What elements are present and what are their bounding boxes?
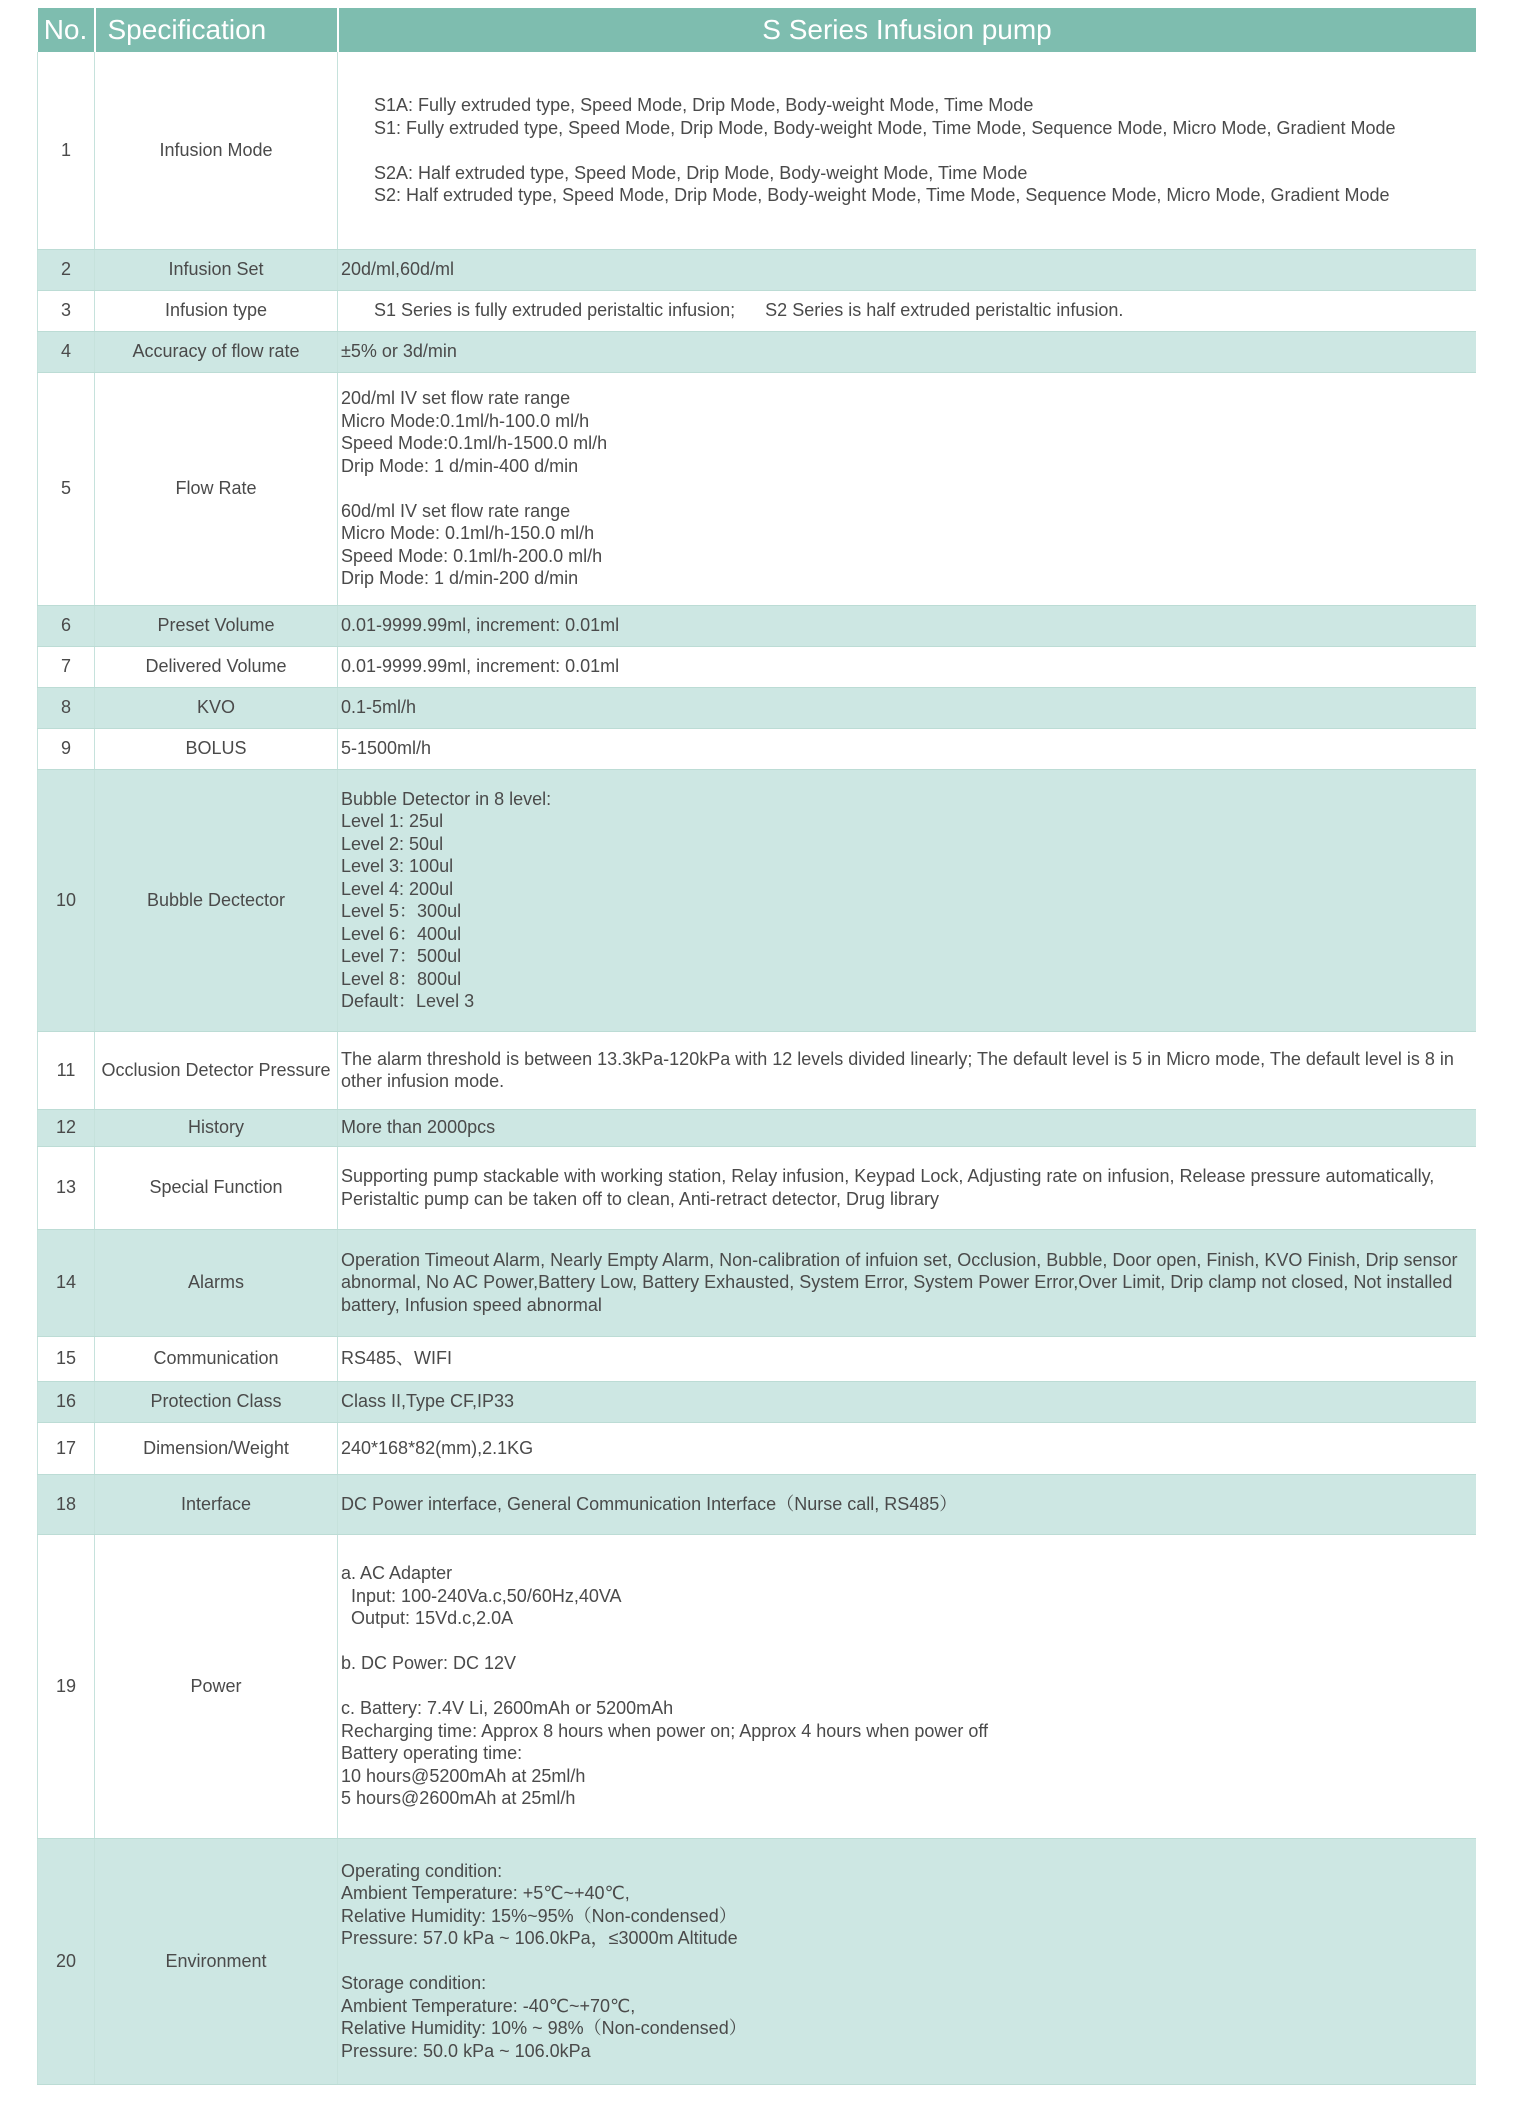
value-line: Drip Mode: 1 d/min-400 d/min <box>341 455 579 476</box>
value-line: Drip Mode: 1 d/min-200 d/min <box>341 568 579 589</box>
table-row <box>38 1146 1476 1229</box>
header-no: No. <box>38 8 95 52</box>
spec-value-text <box>341 1048 1468 1093</box>
value-line: Level 5：300ul <box>341 901 462 921</box>
spec-value-text <box>341 1493 1468 1516</box>
spec-value <box>338 728 1476 769</box>
row-number: 15 <box>38 1336 95 1381</box>
paragraph-gap <box>341 1950 1468 1973</box>
spec-name: Bubble Dectector <box>95 769 338 1031</box>
spec-name: Delivered Volume <box>95 646 338 687</box>
row-number: 6 <box>38 605 95 646</box>
row-number: 10 <box>38 769 95 1031</box>
row-number: 13 <box>38 1146 95 1229</box>
value-line: Ambient Temperature: -40℃~+70℃, <box>341 1995 636 2016</box>
table-row <box>38 290 1476 331</box>
value-line: 5-1500ml/h <box>341 738 432 759</box>
value-line: 20d/ml IV set flow rate range <box>341 388 571 409</box>
value-line: Operation Timeout Alarm, Nearly Empty Alarm, Non-calibration of infuion set, Occlusion, Bubble, Door open, Finish, KVO Finish, Drip sensor abnormal, No AC Power,Battery Low, Battery Exhausted, System Error, System Power Error,Over Limit, Drip clamp not closed, Not installed battery, Infusion speed abnormal <box>341 1249 1463 1315</box>
row-number: 18 <box>38 1474 95 1534</box>
spec-name: Protection Class <box>95 1381 338 1422</box>
value-line: Pressure: 50.0 kPa ~ 106.0kPa <box>341 2040 591 2061</box>
value-line: Level 2: 50ul <box>341 833 444 854</box>
table-row <box>38 372 1476 605</box>
value-line: Level 6：400ul <box>341 923 462 944</box>
spec-value <box>338 1146 1476 1229</box>
spec-value <box>338 1534 1476 1838</box>
spec-value-text <box>341 258 1468 281</box>
table-row <box>38 1336 1476 1381</box>
spec-name: Occlusion Detector Pressure <box>95 1031 338 1109</box>
spec-value <box>338 687 1476 728</box>
table-header-row <box>38 8 1476 52</box>
value-line: S1: Fully extruded type, Speed Mode, Drip Mode, Body-weight Mode, Time Mode, Sequence Mode, Micro Mode, Gradient Mode <box>374 117 1396 138</box>
spec-value <box>338 1838 1476 2084</box>
row-number: 11 <box>38 1031 95 1109</box>
spec-name: Infusion Mode <box>95 52 338 249</box>
spec-value <box>338 331 1476 372</box>
value-line: a. AC Adapter <box>341 1563 453 1584</box>
row-number: 16 <box>38 1381 95 1422</box>
table-row <box>38 1109 1476 1146</box>
value-line: Relative Humidity: 10% ~ 98%（Non-condensed） <box>341 2018 747 2039</box>
spec-value <box>338 1109 1476 1146</box>
spec-value-text <box>341 1437 1468 1460</box>
paragraph-gap <box>374 139 1468 162</box>
spec-name: History <box>95 1109 338 1146</box>
value-line: c. Battery: 7.4V Li, 2600mAh or 5200mAh <box>341 1698 674 1719</box>
table-row <box>38 769 1476 1031</box>
value-line: Speed Mode: 0.1ml/h-200.0 ml/h <box>341 545 603 566</box>
value-line: 10 hours@5200mAh at 25ml/h <box>341 1765 586 1786</box>
spec-name: Flow Rate <box>95 372 338 605</box>
spec-value <box>338 1229 1476 1336</box>
spec-name: Infusion Set <box>95 249 338 290</box>
value-line: 0.01-9999.99ml, increment: 0.01ml <box>341 615 620 636</box>
value-line: Level 7：500ul <box>341 946 462 966</box>
value-line: Recharging time: Approx 8 hours when power on; Approx 4 hours when power off <box>341 1720 989 1741</box>
value-line: 0.01-9999.99ml, increment: 0.01ml <box>341 656 620 677</box>
row-number: 2 <box>38 249 95 290</box>
spec-name: Infusion type <box>95 290 338 331</box>
spec-name: Interface <box>95 1474 338 1534</box>
table-row <box>38 728 1476 769</box>
spec-value <box>338 646 1476 687</box>
row-number: 14 <box>38 1229 95 1336</box>
table-row <box>38 1534 1476 1838</box>
value-line: S1A: Fully extruded type, Speed Mode, Drip Mode, Body-weight Mode, Time Mode <box>374 95 1034 115</box>
spec-value <box>338 372 1476 605</box>
value-line: S1 Series is fully extruded peristaltic infusion; S2 Series is half extruded peristaltic infusion. <box>374 300 1124 321</box>
table-row <box>38 687 1476 728</box>
spec-name: BOLUS <box>95 728 338 769</box>
spec-value-text <box>341 387 1468 590</box>
spec-name: Preset Volume <box>95 605 338 646</box>
value-line: Operating condition: <box>341 1860 503 1881</box>
value-line: Speed Mode:0.1ml/h-1500.0 ml/h <box>341 433 608 454</box>
spec-value-text <box>341 1116 1468 1139</box>
spec-name: KVO <box>95 687 338 728</box>
spec-value-text <box>341 1249 1468 1317</box>
spec-value <box>338 605 1476 646</box>
value-line: Micro Mode: 0.1ml/h-150.0 ml/h <box>341 523 595 544</box>
paragraph-gap <box>341 1675 1468 1698</box>
spec-name: Dimension/Weight <box>95 1422 338 1474</box>
spec-value-text <box>374 94 1468 207</box>
row-number: 12 <box>38 1109 95 1146</box>
spec-value-text <box>341 340 1468 363</box>
value-line: Battery operating time: <box>341 1743 523 1764</box>
value-line: Relative Humidity: 15%~95%（Non-condensed） <box>341 1905 737 1926</box>
table-row <box>38 331 1476 372</box>
spec-name: Accuracy of flow rate <box>95 331 338 372</box>
spec-value-text <box>341 1390 1468 1413</box>
table-row <box>38 1474 1476 1534</box>
value-line: S2A: Half extruded type, Speed Mode, Drip Mode, Body-weight Mode, Time Mode <box>374 162 1028 183</box>
row-number: 17 <box>38 1422 95 1474</box>
spec-name: Alarms <box>95 1229 338 1336</box>
table-row <box>38 1838 1476 2084</box>
value-line: 60d/ml IV set flow rate range <box>341 500 571 521</box>
paragraph-gap <box>341 1630 1468 1653</box>
row-number: 8 <box>38 687 95 728</box>
paragraph-gap <box>341 477 1468 500</box>
spec-value <box>338 249 1476 290</box>
value-line: DC Power interface, General Communication Interface（Nurse call, RS485） <box>341 1493 958 1514</box>
row-number: 4 <box>38 331 95 372</box>
table-row <box>38 52 1476 249</box>
spec-value <box>338 1381 1476 1422</box>
table-row <box>38 1031 1476 1109</box>
row-number: 3 <box>38 290 95 331</box>
header-specification: Specification <box>95 8 338 52</box>
spec-value <box>338 1336 1476 1381</box>
row-number: 5 <box>38 372 95 605</box>
spec-value-text <box>341 1165 1468 1210</box>
value-line: 0.1-5ml/h <box>341 697 417 718</box>
header-product: S Series Infusion pump <box>338 8 1476 52</box>
value-line: b. DC Power: DC 12V <box>341 1653 517 1674</box>
value-line: Level 8：800ul <box>341 968 462 989</box>
spec-value-text <box>341 788 1468 1013</box>
value-line: Input: 100-240Va.c,50/60Hz,40VA <box>341 1585 622 1606</box>
value-line: Class II,Type CF,IP33 <box>341 1391 515 1412</box>
value-line: Supporting pump stackable with working station, Relay infusion, Keypad Lock, Adjusting rate on infusion, Release pressure automatically, Peristaltic pump can be taken off to clean, Anti-retract detector, Drug library <box>341 1166 1440 1209</box>
value-line: Storage condition: <box>341 1973 487 1994</box>
spec-value-text <box>374 299 1468 322</box>
row-number: 1 <box>38 52 95 249</box>
spec-value <box>338 1474 1476 1534</box>
value-line: RS485、WIFI <box>341 1348 453 1369</box>
spec-name: Power <box>95 1534 338 1838</box>
value-line: Level 3: 100ul <box>341 856 454 876</box>
value-line: Micro Mode:0.1ml/h-100.0 ml/h <box>341 410 590 431</box>
spec-name: Special Function <box>95 1146 338 1229</box>
value-line: 5 hours@2600mAh at 25ml/h <box>341 1788 576 1809</box>
spec-value <box>338 290 1476 331</box>
table-row <box>38 1229 1476 1336</box>
spec-value <box>338 52 1476 249</box>
value-line: Ambient Temperature: +5℃~+40℃, <box>341 1883 630 1904</box>
value-line: Output: 15Vd.c,2.0A <box>341 1608 514 1629</box>
value-line: 20d/ml,60d/ml <box>341 259 455 280</box>
spec-value-text <box>341 1860 1468 2063</box>
spec-value-text <box>341 614 1468 637</box>
spec-value-text <box>341 655 1468 678</box>
value-line: More than 2000pcs <box>341 1117 496 1138</box>
value-line: Pressure: 57.0 kPa ~ 106.0kPa，≤3000m Altitude <box>341 1928 738 1949</box>
row-number: 7 <box>38 646 95 687</box>
spec-value-text <box>341 737 1468 760</box>
table-row <box>38 1381 1476 1422</box>
table-row <box>38 249 1476 290</box>
value-line: Default：Level 3 <box>341 991 475 1011</box>
value-line: 240*168*82(mm),2.1KG <box>341 1437 534 1458</box>
spec-value <box>338 769 1476 1031</box>
spec-value-text <box>341 1562 1468 1810</box>
table-row <box>38 605 1476 646</box>
value-line: Level 1: 25ul <box>341 811 444 831</box>
value-line: Bubble Detector in 8 level: <box>341 788 552 809</box>
value-line: S2: Half extruded type, Speed Mode, Drip Mode, Body-weight Mode, Time Mode, Sequence Mode, Micro Mode, Gradient Mode <box>374 185 1390 205</box>
table-row <box>38 646 1476 687</box>
table-row <box>38 1422 1476 1474</box>
value-line: ±5% or 3d/min <box>341 341 457 362</box>
row-number: 9 <box>38 728 95 769</box>
spec-table <box>37 8 1476 2085</box>
value-line: Level 4: 200ul <box>341 878 454 899</box>
spec-value-text <box>341 1347 1468 1370</box>
spec-name: Environment <box>95 1838 338 2084</box>
spec-value <box>338 1031 1476 1109</box>
value-line: The alarm threshold is between 13.3kPa-120kPa with 12 levels divided linearly; The default level is 5 in Micro mode, The default level is 8 in other infusion mode. <box>341 1048 1459 1091</box>
spec-name: Communication <box>95 1336 338 1381</box>
row-number: 19 <box>38 1534 95 1838</box>
row-number: 20 <box>38 1838 95 2084</box>
spec-value-text <box>341 696 1468 719</box>
spec-value <box>338 1422 1476 1474</box>
